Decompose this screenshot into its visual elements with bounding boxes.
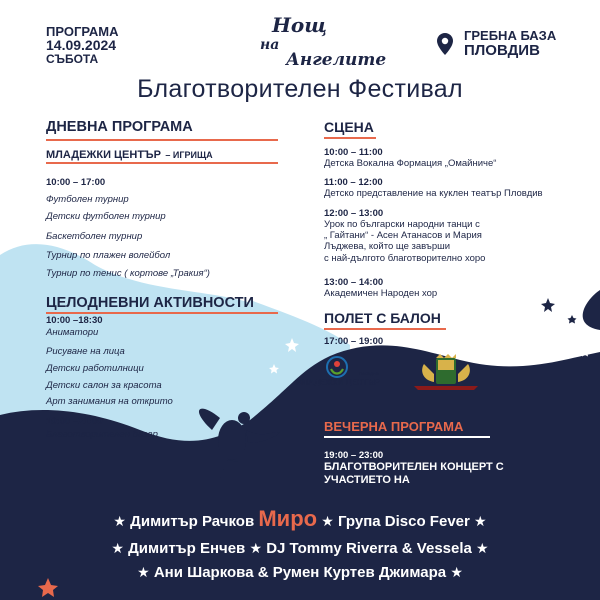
youth-center-label: МЛАДЕЖКИ ЦЕНТЪР bbox=[46, 149, 161, 161]
day-program-item: Детски футболен турнир bbox=[46, 211, 166, 222]
artist-name: Димитър Рачков bbox=[130, 513, 255, 530]
all-day-item: Арт занимания на открито bbox=[46, 396, 173, 407]
artist-row-3 bbox=[0, 563, 600, 582]
artist-name: Ани Шаркова & Румен Куртев Джимара bbox=[153, 564, 447, 581]
day-program-divider bbox=[46, 139, 278, 141]
star-icon: ★ bbox=[111, 540, 124, 556]
youth-center-logo bbox=[296, 356, 392, 392]
stage-act: Урок по български народни танци с bbox=[324, 219, 480, 230]
evening-time: 19:00 – 23:00 bbox=[324, 450, 384, 461]
star-icon: ★ bbox=[113, 513, 126, 529]
event-date: 14.09.2024 bbox=[46, 37, 117, 53]
night-of-angels-logo bbox=[258, 13, 387, 71]
evening-line-2: УЧАСТИЕТО НА bbox=[324, 474, 410, 486]
all-day-heading: ЦЕЛОДНЕВНИ АКТИВНОСТИ bbox=[46, 295, 254, 311]
youth-center-heading bbox=[46, 145, 213, 163]
youth-center-emblem-icon bbox=[326, 356, 348, 378]
balloon-heading: ПОЛЕТ С БАЛОН bbox=[324, 310, 441, 326]
artist-row-2 bbox=[0, 539, 600, 558]
star-icon: ★ bbox=[249, 540, 263, 556]
location-line-2: ПЛОВДИВ bbox=[464, 42, 540, 59]
logo-line-3: Ангелите bbox=[286, 50, 387, 70]
day-program-item: Баскетболен турнир bbox=[46, 231, 143, 242]
artist-name: DJ Tommy Riverra & Vessela bbox=[266, 540, 472, 557]
star-icon: ★ bbox=[137, 564, 150, 580]
artist-name-headliner: Миро bbox=[258, 506, 318, 531]
all-day-divider bbox=[46, 312, 278, 314]
stage-time: 12:00 – 13:00 bbox=[324, 208, 384, 219]
stage-act: „ Гайтани“ - Асен Атанасов и Мария bbox=[324, 230, 482, 241]
stage-time: 13:00 – 14:00 bbox=[324, 277, 384, 288]
stage-act: с най-дългото благотворително хоро bbox=[324, 253, 486, 264]
youth-center-logo-text: МЛАДЕЖКИ ЦЕНТЪР bbox=[296, 378, 380, 387]
evening-heading: ВЕЧЕРНА ПРОГРАМА bbox=[324, 419, 464, 434]
plovdiv-crest-icon bbox=[410, 352, 482, 392]
all-day-item: Детски работилници bbox=[46, 363, 144, 374]
stage-heading: СЦЕНА bbox=[324, 119, 374, 135]
festival-title: Благотворителен Фестивал bbox=[137, 75, 463, 103]
artist-name: Димитър Енчев bbox=[128, 540, 246, 557]
youth-center-suffix: – ИГРИЩА bbox=[165, 150, 213, 160]
stage-act: Детско представление на куклен театър Пловдив bbox=[324, 188, 543, 199]
balloon-divider bbox=[324, 328, 446, 330]
all-day-item: Благотворителен базар bbox=[46, 429, 158, 440]
stage-time: 10:00 – 11:00 bbox=[324, 147, 383, 158]
day-program-time: 10:00 – 17:00 bbox=[46, 177, 106, 188]
day-program-item: Турнир по тенис ( кортове „Тракия“) bbox=[46, 268, 210, 279]
stage-act: Лъджева, който ще завърши bbox=[324, 241, 451, 252]
stage-act: Детска Вокална Формация „Омайниче“ bbox=[324, 158, 497, 169]
stage-divider bbox=[324, 137, 376, 139]
day-program-heading: ДНЕВНА ПРОГРАМА bbox=[46, 119, 193, 135]
day-program-item: Турнир по плажен волейбол bbox=[46, 250, 171, 261]
day-program-item: Футболен турнир bbox=[46, 194, 129, 205]
stage-act: Академичен Народен хор bbox=[324, 288, 438, 299]
artist-name: Група Disco Fever bbox=[337, 513, 470, 530]
evening-line-1: БЛАГОТВОРИТЕЛЕН КОНЦЕРТ С bbox=[324, 461, 504, 473]
navy-wave-tip bbox=[583, 290, 600, 330]
map-pin-icon bbox=[437, 33, 453, 55]
balloon-time: 17:00 – 19:00 bbox=[324, 336, 384, 347]
event-day: СЪБОТА bbox=[46, 52, 99, 66]
logo-line-2: на bbox=[260, 37, 280, 53]
youth-center-divider bbox=[46, 162, 278, 164]
all-day-item: Аниматори bbox=[46, 327, 99, 338]
star-icon: ★ bbox=[476, 540, 489, 556]
all-day-time-1: 10:00 –18:30 bbox=[46, 315, 103, 326]
youth-center-logo-small: ПЛОВДИВ bbox=[359, 371, 379, 376]
location-line-1: ГРЕБНА БАЗА bbox=[464, 28, 557, 43]
stage-time: 11:00 – 12:00 bbox=[324, 177, 383, 188]
program-label: ПРОГРАМА bbox=[46, 24, 119, 39]
all-day-time-2: 10:00 –21:00 bbox=[46, 416, 103, 427]
star-icon: ★ bbox=[450, 564, 463, 580]
all-day-item: Рисуване на лица bbox=[46, 346, 125, 357]
artist-row-1 bbox=[0, 506, 600, 531]
logo-line-1: Нощ bbox=[272, 13, 327, 37]
star-icon: ★ bbox=[474, 513, 487, 529]
star-icon: ★ bbox=[321, 513, 334, 529]
all-day-item: Детски салон за красота bbox=[46, 380, 162, 391]
evening-divider bbox=[324, 436, 490, 438]
